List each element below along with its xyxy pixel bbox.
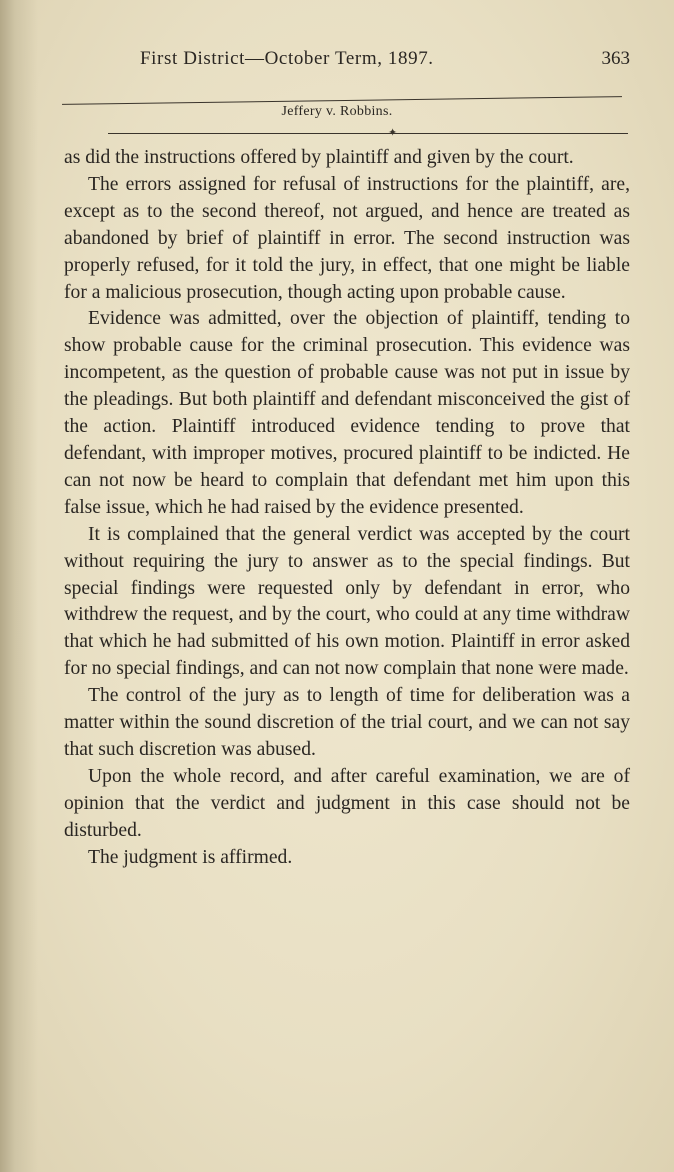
paragraph-evidence-admitted: Evidence was admitted, over the objection of plaintiff, tending to show probable cause for the criminal prosecution. This evidence was incompetent, as the question of probable cause was not put in issue by the pleadings. But both plaintiff and defendant misconceived the gist of the action. Plaintiff introduced evidence tending to prove that defendant, with improper motives, procured plaintiff to be indicted. He can not now be heard to complain that defendant met him upon this false issue, which he had raised by the evidence presented. [64,308,630,518]
case-title: Jeffery v. Robbins. [281,104,393,119]
header-rule-bottom [108,133,628,134]
body-text [64,145,630,871]
paragraph-errors-assigned: The errors assigned for refusal of instructions for the plaintiff, are, except as to the second thereof, not argued, and hence are treated as abandoned by brief of plaintiff in error. The second instruction was properly refused, for it told the jury, in effect, that one might be liable for a malicious prosecution, though acting upon probable cause. [64,173,630,303]
paragraph-judgment: The judgment is affirmed. [88,846,293,868]
paragraph-whole-record: Upon the whole record, and after careful examination, we are of opinion that the verdict and judgment in this case should not be disturbed. [64,765,630,841]
paragraph-general-verdict: It is complained that the general verdict was accepted by the court without requiring the jury to answer as to the special findings. But special findings were requested only by defendant in error, who withdrew the request, and by the court, who could at any time withdraw that which he had submitted of his own motion. Plaintiff in error asked for no special findings, and can not now complain that none were made. [64,523,630,680]
spine-shadow [0,0,38,1172]
rule-ornament: ✦ [388,127,398,139]
paragraph-jury-control: The control of the jury as to length of time for deliberation was a matter within the sound discretion of the trial court, and we can not say that such discretion was abused. [64,685,630,760]
running-head [140,48,630,80]
paragraph-continuation: as did the instructions offered by plaintiff and given by the court. [64,147,574,168]
page-number: 363 [601,48,630,69]
running-title: First District—October Term, 1897. [140,48,434,69]
